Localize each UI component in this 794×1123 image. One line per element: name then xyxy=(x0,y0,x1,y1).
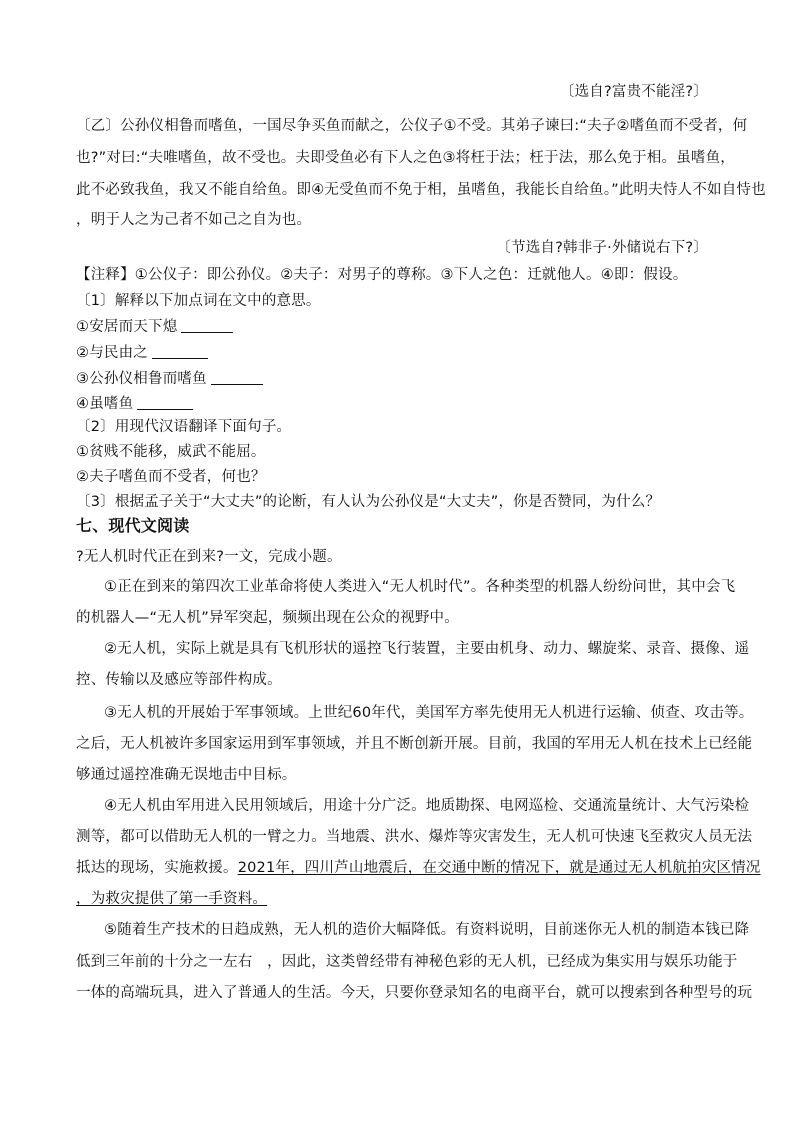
question-1-item-1: ①安居而天下熄 xyxy=(76,317,718,337)
question-1-item-3: ③公孙仪相鲁而嗜鱼 xyxy=(76,369,718,389)
question-1-item-4: ④虽嗜鱼 xyxy=(76,394,718,414)
question-3: 〔3〕根据孟子关于“大丈夫”的论断，有人认为公孙仪是“大丈夫”，你是否赞同，为什么？ xyxy=(76,494,661,510)
question-2-item-2: ②夫子嗜鱼而不受者，何也？ xyxy=(76,469,266,485)
source-citation-1: 〔选自?富贵不能淫?〕 xyxy=(559,84,708,100)
paragraph-4-line-1: ④无人机由军用进入民用领域后，用途十分广泛。地质勘探、电网巡检、交通流量统计、大气污染检 xyxy=(104,798,750,814)
underlined-sentence: 2021年，四川芦山地震后，在交通中断的情况下，就是通过无人机航拍灾区情况 xyxy=(237,860,761,876)
passage-yi-line-3: 此不必致我鱼，我又不能自给鱼。即④无受鱼而不免于相，虽嗜鱼，我能长自给鱼。”此明夫恃人不如自恃也 xyxy=(76,182,766,198)
paragraph-5-line-3: 一体的高端玩具，进入了普通人的生活。今天，只要你登录知名的电商平台，就可以搜索到各种型号的玩 xyxy=(76,985,753,1001)
passage-yi-line-4: ，明于人之为己者不如己之自为也。 xyxy=(76,212,312,228)
paragraph-1-line-2: 的机器人—“无人机”异军突起，频频出现在公众的视野中。 xyxy=(76,610,459,626)
paragraph-5-line-2: 低到三年前的十分之一左右 ，因此，这类曾经带有神秘色彩的无人机，已经成为集实用与娱乐功能于 xyxy=(76,954,738,970)
paragraph-3-line-1: ③无人机的开展始于军事领域。上世纪60年代，美国军方率先使用无人机进行运输、侦查、攻击等。 xyxy=(104,705,754,721)
passage-yi-line-1: 〔乙〕公孙仪相鲁而嗜鱼，一国尽争买鱼而献之，公仪子①不受。其弟子谏曰:“夫子②嗜鱼而不受者，何 xyxy=(76,118,748,134)
question-1-item-2: ②与民由之 xyxy=(76,343,718,363)
underlined-sentence-end: ，为救灾提供了第一手资料。 xyxy=(76,891,268,907)
paragraph-2-line-1: ②无人机，实际上就是具有飞机形状的遥控飞行装置，主要由机身、动力、螺旋桨、录音、摄像、遥 xyxy=(104,641,750,657)
answer-blank[interactable] xyxy=(211,370,263,385)
paragraph-3-line-2: 之后，无人机被许多国家运用到军事领域，并且不断创新开展。目前，我国的军用无人机在技术上已经能 xyxy=(76,736,753,752)
paragraph-4-line-4 xyxy=(76,889,718,909)
paragraph-4-line-2: 测等，都可以借助无人机的一臂之力。当地震、洪水、爆炸等灾害发生，无人机可快速飞至救灾人员无法 xyxy=(76,829,753,845)
reading-intro: ?无人机时代正在到来?一文，完成小题。 xyxy=(76,549,342,565)
question-1: 〔1〕解释以下加点词在文中的意思。 xyxy=(76,293,321,309)
paragraph-4-line-3: 抵达的现场，实施救援。2021年，四川芦山地震后，在交通中断的情况下，就是通过无人机航拍灾区情况 xyxy=(76,860,761,876)
answer-blank[interactable] xyxy=(137,395,193,410)
paragraph-3-line-3: 够通过遥控准确无误地击中目标。 xyxy=(76,767,297,783)
annotation-note: 【注释】①公仪子：即公孙仪。②夫子：对男子的尊称。③下人之色：迁就他人。④即：假设。 xyxy=(76,267,688,283)
answer-blank[interactable] xyxy=(152,344,208,359)
question-2: 〔2〕用现代汉语翻译下面句子。 xyxy=(76,419,292,435)
paragraph-1-line-1: ①正在到来的第四次工业革命将使人类进入“无人机时代”。各种类型的机器人纷纷问世，其中会飞 xyxy=(104,579,736,595)
paragraph-2-line-2: 控、传输以及感应等部件构成。 xyxy=(76,672,282,688)
passage-yi-line-2: 也?”对曰:“夫唯嗜鱼，故不受也。夫即受鱼必有下人之色③将枉于法；枉于法，那么免于相。虽嗜鱼， xyxy=(76,150,736,166)
question-2-item-1: ①贫贱不能移，威武不能屈。 xyxy=(76,444,266,460)
paragraph-5-line-1: ⑤随着生产技术的日趋成熟，无人机的造价大幅降低。有资料说明，目前迷你无人机的制造本钱已降 xyxy=(104,922,750,938)
answer-blank[interactable] xyxy=(181,318,233,333)
source-citation-2: 〔节选自?韩非子·外储说右下?〕 xyxy=(496,240,708,256)
section-heading: 七、现代文阅读 xyxy=(76,516,190,535)
